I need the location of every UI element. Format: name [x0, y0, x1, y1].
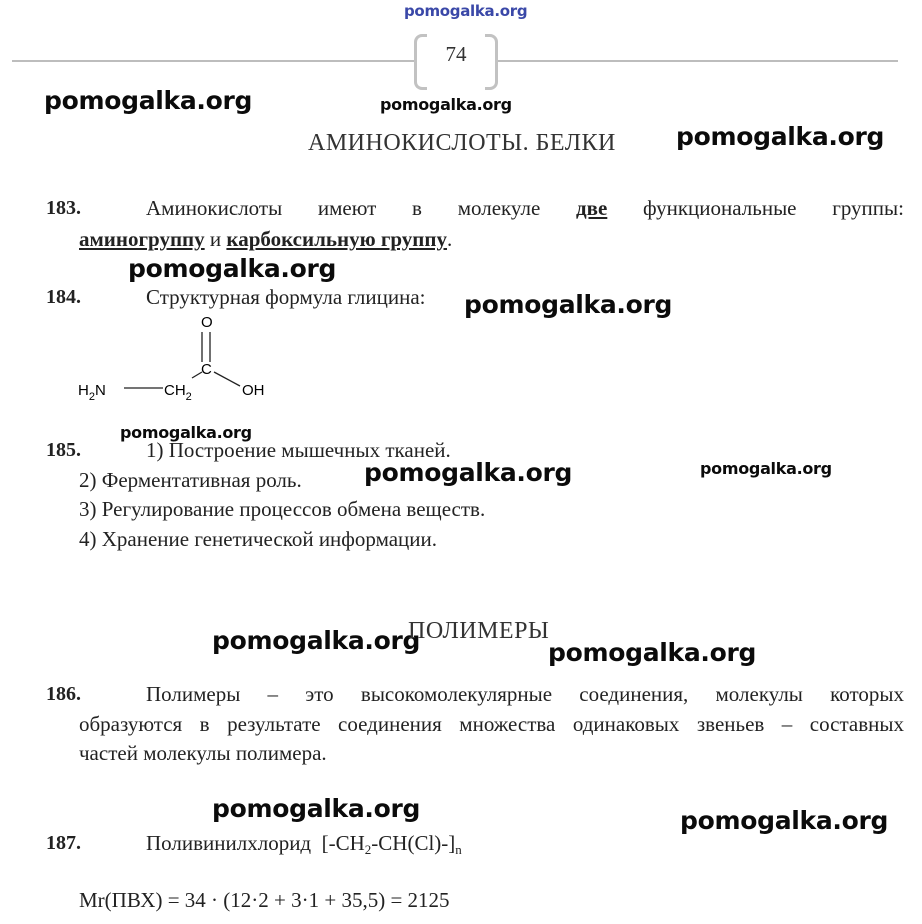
header-line-right	[498, 60, 898, 62]
formula-ch2	[164, 382, 192, 403]
section-title-aminoacids: АМИНОКИСЛОТЫ. БЕЛКИ	[308, 130, 616, 156]
q186-line3: частей молекулы полимера.	[79, 741, 327, 765]
glycine-structural-formula	[70, 310, 280, 410]
formula-amino-group	[78, 382, 106, 403]
formula-sub: 2	[88, 391, 95, 403]
watermark: pomogalka.org	[676, 122, 885, 151]
q187-sub2: 2	[364, 842, 372, 857]
q183-text-end: функциональные группы:	[607, 196, 904, 220]
watermark: pomogalka.org	[464, 290, 673, 319]
watermark: pomogalka.org	[548, 638, 757, 667]
watermark: pomogalka.org	[212, 626, 421, 655]
q187-subn: n	[455, 842, 462, 857]
q183-dot: .	[447, 227, 453, 251]
formula-n: N	[94, 382, 106, 399]
q187-mr: Mr(ПВХ) = 34 · (12·2 + 3·1 + 35,5) = 2125	[79, 888, 450, 912]
watermark: pomogalka.org	[212, 794, 421, 823]
question-number: 183.	[46, 197, 81, 219]
formula-ch: CH	[164, 382, 186, 399]
watermark: pomogalka.org	[680, 806, 889, 835]
watermark: pomogalka.org	[364, 458, 573, 487]
q184-text: Структурная формула глицина:	[146, 285, 426, 309]
watermark: pomogalka.org	[380, 95, 512, 114]
q183-word-two: две	[576, 196, 608, 220]
q187-f2: -CH(Cl)-]	[371, 831, 456, 855]
list-item: 2) Ферментативная роль.	[79, 468, 302, 492]
q183-carboxyl: карбоксильную группу	[226, 227, 448, 251]
watermark: pomogalka.org	[700, 459, 832, 478]
question-number: 186.	[46, 683, 81, 705]
formula-sub: 2	[185, 391, 192, 403]
q183-line1	[146, 196, 904, 221]
q183-line2	[79, 227, 452, 252]
list-item: 4) Хранение генетической информации.	[79, 527, 438, 551]
formula-oxygen: O	[201, 314, 213, 331]
q186-line2: образуются в результате соединения множества одинаковых звеньев – составных	[79, 712, 904, 736]
page-number-box	[414, 34, 498, 86]
q187-f1: [-CH	[321, 831, 365, 855]
watermark: pomogalka.org	[128, 254, 337, 283]
q183-and: и	[204, 227, 227, 251]
list-item: 1) Построение мышечных тканей.	[146, 438, 451, 462]
header-line-left	[12, 60, 414, 62]
q187-label: Поливинилхлорид	[146, 831, 312, 855]
formula-h: H	[78, 382, 89, 399]
question-number: 187.	[46, 832, 81, 854]
question-number: 185.	[46, 439, 81, 461]
watermark: pomogalka.org	[44, 86, 253, 115]
question-number: 184.	[46, 286, 81, 308]
page-number: 74	[445, 42, 467, 66]
section-title-polymers: ПОЛИМЕРЫ	[408, 618, 550, 644]
bond-c-oh	[214, 372, 240, 386]
q183-text-start: Аминокислоты имеют в молекуле	[146, 196, 577, 220]
q187-formula-line	[146, 831, 462, 858]
q186-line1: Полимеры – это высокомолекулярные соединения, молекулы которых	[146, 682, 904, 706]
q183-amino: аминогруппу	[79, 227, 205, 251]
watermark-top: pomogalka.org	[404, 2, 528, 20]
watermark: pomogalka.org	[120, 423, 252, 442]
formula-oh: OH	[242, 382, 265, 399]
list-item: 3) Регулирование процессов обмена веществ.	[79, 497, 486, 521]
formula-carbon: C	[201, 361, 212, 378]
